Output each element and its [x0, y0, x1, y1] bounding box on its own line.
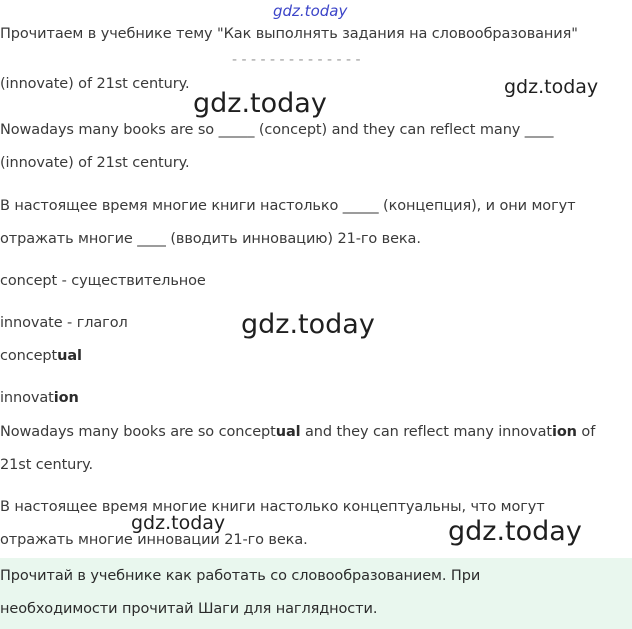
answer-en-line-1	[0, 424, 595, 440]
task-ru-line-2: отражать многие ____ (вводить инновацию) 21-го века.	[0, 231, 421, 247]
answer-en-pre: Nowadays many books are so concept	[0, 424, 276, 440]
answer-en-line-2: 21st century.	[0, 457, 94, 473]
cutoff-fragment: - - - - - - - - - - - - - -	[232, 52, 361, 68]
innovation-stem: innovat	[0, 390, 54, 406]
innovation-suffix: ion	[53, 390, 79, 406]
watermark-c: gdz.today	[241, 309, 375, 340]
part-of-speech-concept: concept - существительное	[0, 273, 206, 289]
task-en-line-1: Nowadays many books are so _____ (concept) and they can reflect many ____	[0, 122, 554, 138]
answer-en-post: of	[576, 424, 596, 440]
watermark-top: gdz.today	[273, 2, 348, 20]
answer-en-suffix-1: ual	[275, 424, 301, 440]
derived-conceptual	[0, 348, 82, 364]
answer-ru-line-2: отражать многие инновации 21-го века.	[0, 532, 308, 548]
task-tail: (innovate) of 21st century.	[0, 76, 190, 92]
derived-innovation	[0, 390, 79, 406]
watermark-e: gdz.today	[448, 516, 582, 547]
cutoff-line	[0, 46, 620, 68]
answer-en-mid: and they can reflect many innovat	[300, 424, 552, 440]
task-ru-line-1: В настоящее время многие книги настолько _____ (концепция), и они могут	[0, 198, 576, 214]
part-of-speech-innovate: innovate - глагол	[0, 315, 128, 331]
watermark-b: gdz.today	[504, 76, 599, 98]
answer-ru-line-1: В настоящее время многие книги настолько концептуальны, что могут	[0, 499, 545, 515]
heading: Прочитаем в учебнике тему "Как выполнять задания на словообразования"	[0, 26, 578, 42]
watermark-d: gdz.today	[131, 512, 226, 534]
conceptual-stem: concept	[0, 348, 58, 364]
hint-note-line-1: Прочитай в учебнике как работать со словообразованием. При	[0, 568, 481, 584]
conceptual-suffix: ual	[57, 348, 82, 364]
answer-en-suffix-2: ion	[551, 424, 577, 440]
hint-note	[0, 558, 632, 629]
watermark-a: gdz.today	[193, 88, 327, 119]
task-en-line-2: (innovate) of 21st century.	[0, 155, 190, 171]
hint-note-line-2: необходимости прочитай Шаги для наглядности.	[0, 601, 378, 617]
